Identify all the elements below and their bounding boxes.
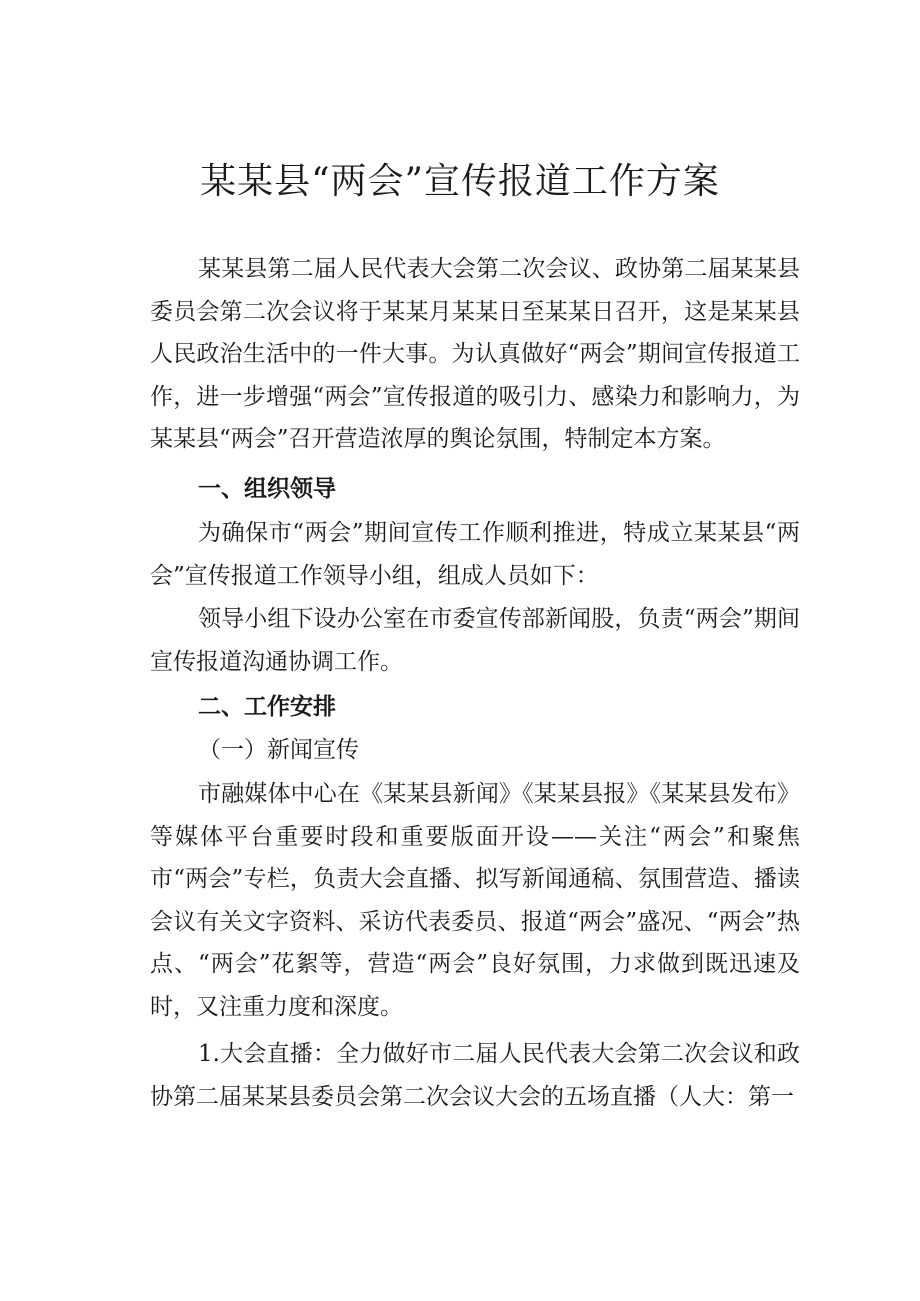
section-heading-work-arrangement: 二、工作安排 — [198, 694, 336, 720]
organization-paragraph-1: 为确保市“两会”期间宣传工作顺利推进，特成立某某县“两会”宣传报道工作领导小组，组成人员如下： — [150, 520, 800, 589]
intro-paragraph: 某某县第二届人民代表大会第二次会议、政协第二届某某县委员会第二次会议将于某某月某某日至某某日召开，这是某某县人民政治生活中的一件大事。为认真做好“两会”期间宣传报道工作，进一步增强“两会”宣传报道的吸引力、感染力和影响力，为某某县“两会”召开营造浓厚的舆论氛围，特制定本方案。 — [150, 256, 800, 452]
organization-paragraph-2: 领导小组下设办公室在市委宣传部新闻股，负责“两会”期间宣传报道沟通协调工作。 — [150, 606, 800, 675]
document-title: 某某县“两会”宣传报道工作方案 — [200, 161, 720, 202]
news-paragraph: 市融媒体中心在《某某县新闻》《某某县报》《某某县发布》等媒体平台重要时段和重要版面开设——关注“两会”和聚焦市“两会”专栏，负责大会直播、拟写新闻通稿、氛围营造、播读会议有关文字资料、采访代表委员、报道“两会”盛况、“两会”热点、“两会”花絮等，营造“两会”良好氛围，力求做到既迅速及时，又注重力度和深度。 — [150, 781, 800, 1020]
section-heading-organization: 一、组织领导 — [198, 476, 336, 502]
list-item-live-broadcast: 1.大会直播：全力做好市二届人民代表大会第二次会议和政协第二届某某县委员会第二次会议大会的五场直播（人大：第一 — [150, 1041, 800, 1110]
subsection-heading-news: （一）新闻宣传 — [198, 737, 359, 763]
